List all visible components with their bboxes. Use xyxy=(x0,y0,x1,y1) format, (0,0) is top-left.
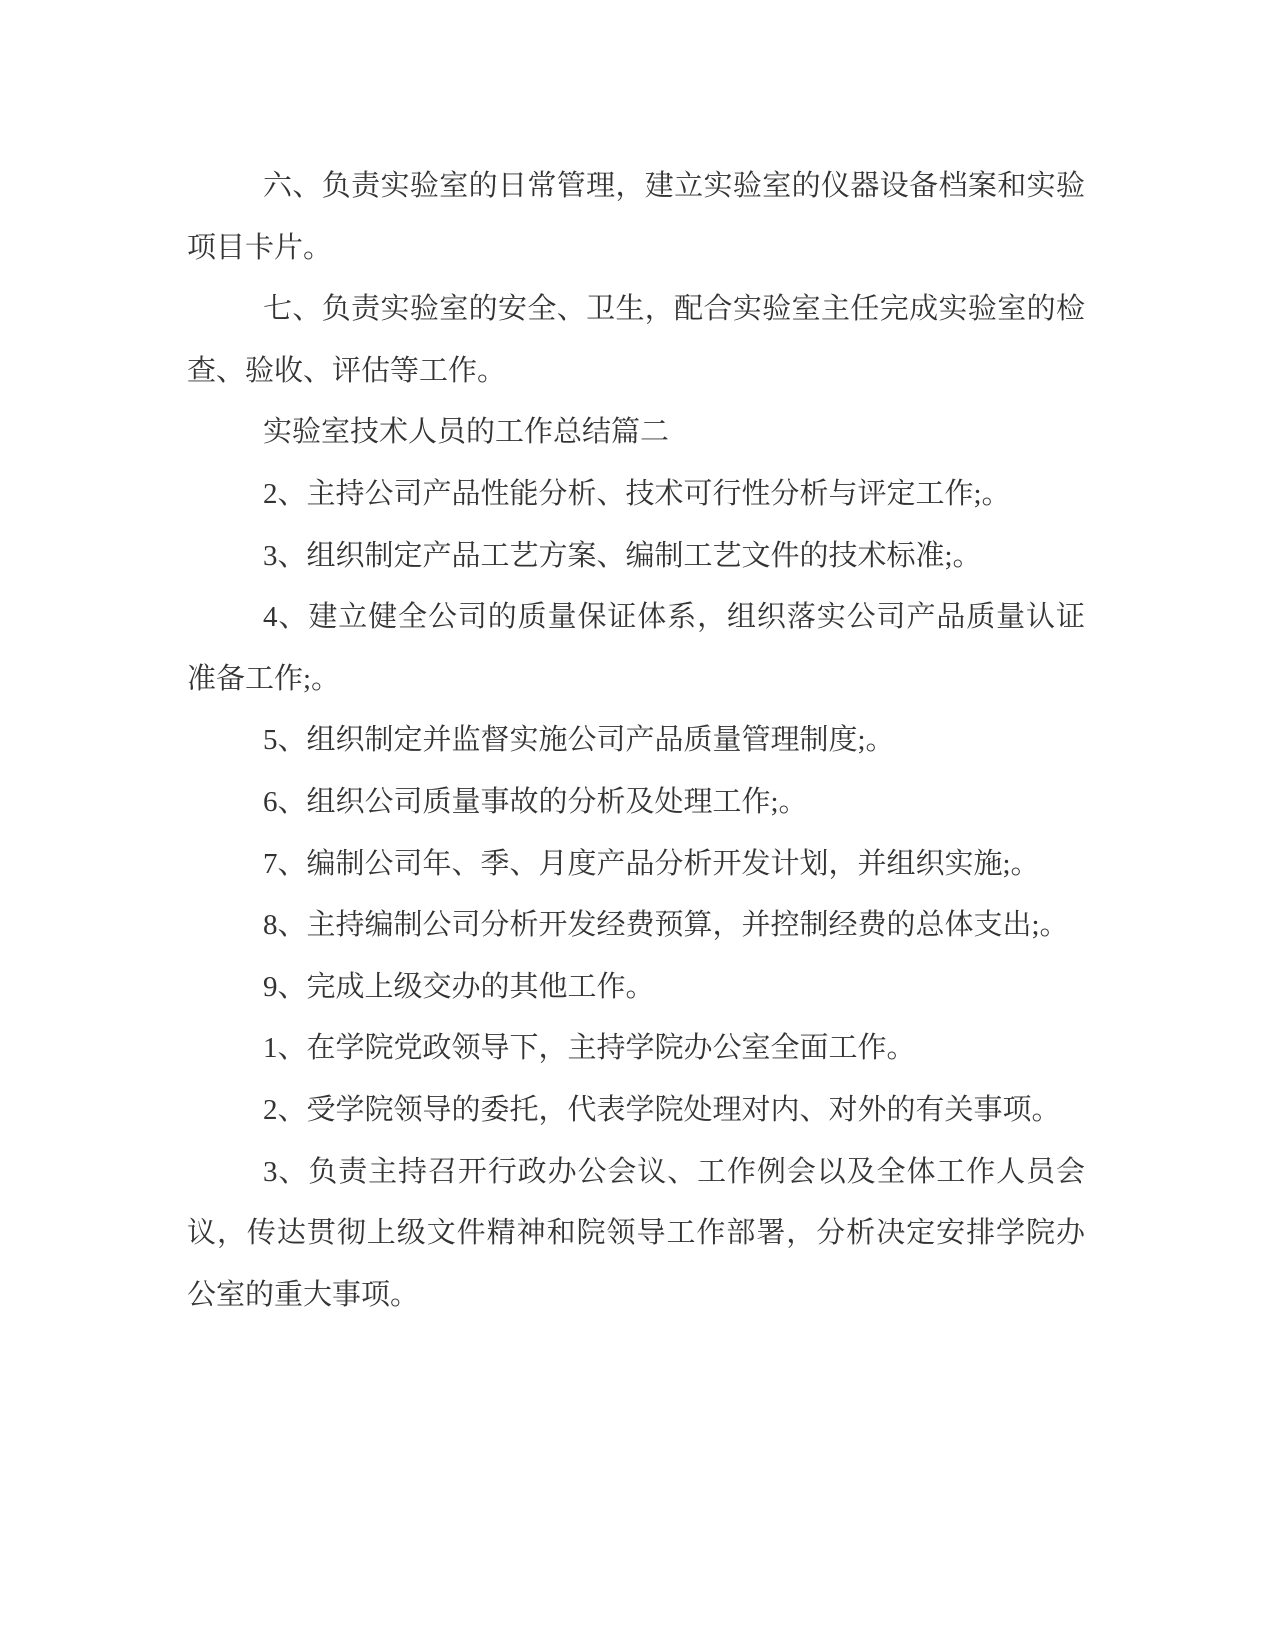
paragraph: 6、组织公司质量事故的分析及处理工作;。 xyxy=(263,785,808,818)
paragraph: 2、受学院领导的委托，代表学院处理对内、对外的有关事项。 xyxy=(263,1093,1061,1126)
paragraph: 3、负责主持召开行政办公会议、工作例会以及全体工作人员会议，传达贯彻上级文件精神和院领导工作部署，分析决定安排学院办公室的重大事项。 xyxy=(187,1155,1085,1311)
paragraph: 实验室技术人员的工作总结篇二 xyxy=(263,416,670,449)
document-content xyxy=(187,156,1085,1326)
paragraph: 4、建立健全公司的质量保证体系，组织落实公司产品质量认证准备工作;。 xyxy=(187,601,1085,695)
paragraph: 5、组织制定并监督实施公司产品质量管理制度;。 xyxy=(263,724,895,757)
paragraph: 七、负责实验室的安全、卫生，配合实验室主任完成实验室的检查、验收、评估等工作。 xyxy=(187,293,1085,387)
paragraph: 7、编制公司年、季、月度产品分析开发计划，并组织实施;。 xyxy=(263,847,1040,880)
paragraph: 3、组织制定产品工艺方案、编制工艺文件的技术标准;。 xyxy=(263,539,982,572)
paragraph: 8、主持编制公司分析开发经费预算，并控制经费的总体支出;。 xyxy=(263,909,1069,942)
paragraph: 2、主持公司产品性能分析、技术可行性分析与评定工作;。 xyxy=(263,477,1011,510)
paragraph: 六、负责实验室的日常管理，建立实验室的仪器设备档案和实验项目卡片。 xyxy=(187,170,1085,264)
paragraph: 1、在学院党政领导下，主持学院办公室全面工作。 xyxy=(263,1032,916,1065)
paragraph: 9、完成上级交办的其他工作。 xyxy=(263,970,655,1003)
